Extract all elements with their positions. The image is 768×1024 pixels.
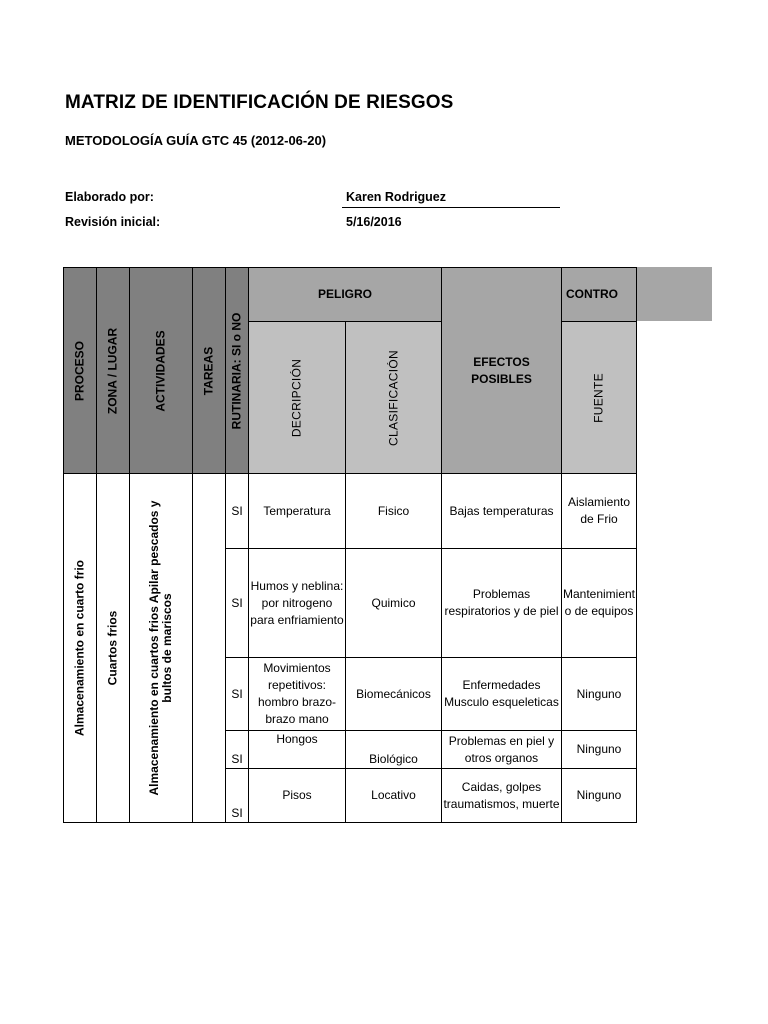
header-descripcion: DECRIPCIÓN bbox=[249, 322, 346, 474]
descripcion-cell: Hongos bbox=[249, 731, 346, 769]
rutinaria-cell: SI bbox=[226, 731, 249, 769]
header-zona: ZONA / LUGAR bbox=[97, 268, 130, 474]
header-clasificacion: CLASIFICACIÓN bbox=[346, 322, 442, 474]
fuente-cell: Aislamiento de Frio bbox=[562, 474, 637, 549]
efectos-cell: Caidas, golpes traumatismos, muerte bbox=[442, 769, 562, 823]
elaborado-label: Elaborado por: bbox=[65, 190, 154, 204]
rutinaria-cell: SI bbox=[226, 549, 249, 658]
descripcion-cell: Temperatura bbox=[249, 474, 346, 549]
descripcion-cell: Pisos bbox=[249, 769, 346, 823]
table-row bbox=[64, 474, 637, 549]
efectos-cell: Problemas respiratorios y de piel bbox=[442, 549, 562, 658]
zona-cell: Cuartos frios bbox=[97, 474, 130, 823]
efectos-cell: Enfermedades Musculo esqueleticas bbox=[442, 658, 562, 731]
rutinaria-cell: SI bbox=[226, 769, 249, 823]
document-subtitle: METODOLOGÍA GUÍA GTC 45 (2012-06-20) bbox=[65, 133, 327, 148]
header-efectos: EFECTOS POSIBLES bbox=[442, 268, 562, 474]
fuente-cell: Mantenimiento de equipos bbox=[562, 549, 637, 658]
clasificacion-cell: Biomecánicos bbox=[346, 658, 442, 731]
document-title: MATRIZ DE IDENTIFICACIÓN DE RIESGOS bbox=[65, 92, 454, 113]
rutinaria-cell: SI bbox=[226, 474, 249, 549]
elaborado-value: Karen Rodriguez bbox=[346, 190, 447, 204]
fuente-cell: Ninguno bbox=[562, 731, 637, 769]
clasificacion-cell: Quimico bbox=[346, 549, 442, 658]
fuente-cell: Ninguno bbox=[562, 769, 637, 823]
header-control: CONTRO bbox=[562, 268, 637, 322]
header-proceso: PROCESO bbox=[64, 268, 97, 474]
header-row-1 bbox=[64, 268, 637, 322]
proceso-cell: Almacenamiento en cuarto frio bbox=[64, 474, 97, 823]
header-actividades: ACTIVIDADES bbox=[130, 268, 193, 474]
efectos-cell: Problemas en piel y otros organos bbox=[442, 731, 562, 769]
efectos-cell: Bajas temperaturas bbox=[442, 474, 562, 549]
clasificacion-cell: Locativo bbox=[346, 769, 442, 823]
clasificacion-cell: Fisico bbox=[346, 474, 442, 549]
rutinaria-cell: SI bbox=[226, 658, 249, 731]
control-header-overflow bbox=[636, 267, 712, 321]
revision-value: 5/16/2016 bbox=[346, 215, 402, 229]
header-peligro: PELIGRO bbox=[249, 268, 442, 322]
descripcion-cell: Movimientos repetitivos: hombro brazo-brazo mano bbox=[249, 658, 346, 731]
header-rutinaria: RUTINARIA: SI o NO bbox=[226, 268, 249, 474]
revision-label: Revisión inicial: bbox=[65, 215, 161, 229]
elaborado-underline bbox=[342, 207, 560, 208]
descripcion-cell: Humos y neblina: por nitrogeno para enfriamiento bbox=[249, 549, 346, 658]
fuente-cell: Ninguno bbox=[562, 658, 637, 731]
actividad-cell: Almacenamiento en cuartos frios Apilar pescados y bultos de mariscos bbox=[130, 474, 193, 823]
header-tareas: TAREAS bbox=[193, 268, 226, 474]
tareas-cell bbox=[193, 474, 226, 823]
header-fuente: FUENTE bbox=[562, 322, 637, 474]
risk-matrix-table bbox=[63, 267, 637, 823]
clasificacion-cell: Biológico bbox=[346, 731, 442, 769]
